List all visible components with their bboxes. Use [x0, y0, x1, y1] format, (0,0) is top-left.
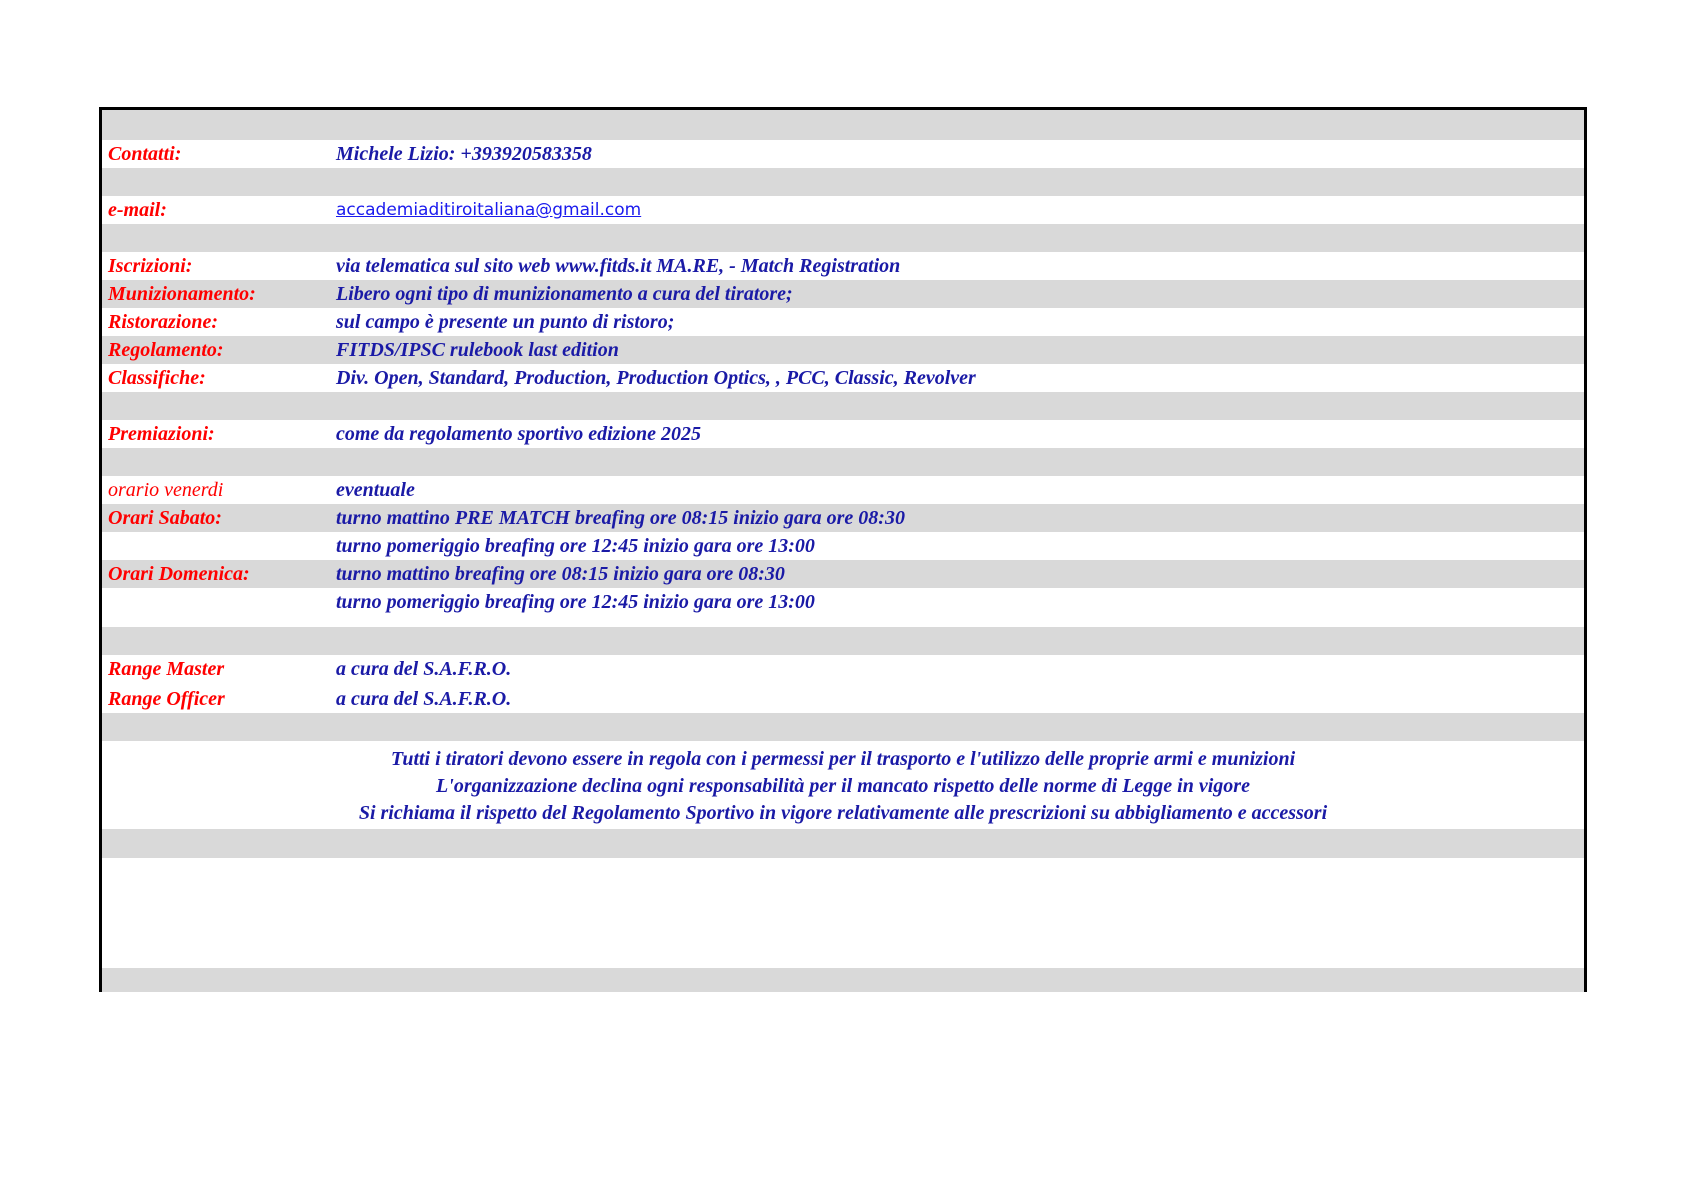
band [102, 448, 1584, 476]
range-master-value: a cura del S.A.F.R.O. [336, 658, 512, 680]
email-link[interactable]: accademiaditiroitaliana@gmail.com [336, 200, 642, 220]
band [102, 392, 1584, 420]
band [102, 168, 1584, 196]
band [102, 627, 1584, 655]
notice-line: Tutti i tiratori devono essere in regola con i permessi per il trasporto e l'utilizzo delle proprie armi e munizioni [390, 748, 1296, 770]
premiazioni-label: Premiazioni: [108, 423, 215, 445]
domenica-label: Orari Domenica: [108, 563, 250, 585]
munizionamento-label: Munizionamento: [108, 283, 256, 305]
ristorazione-label: Ristorazione: [108, 311, 219, 333]
band [102, 713, 1584, 741]
sabato-label: Orari Sabato: [108, 507, 222, 529]
row-range-officer [102, 685, 1584, 713]
row-sabato-pomeriggio [102, 532, 1584, 560]
iscrizioni-value: via telematica sul sito web www.fitds.it MA.RE, - Match Registration [336, 255, 901, 277]
contatti-label: Contatti: [108, 143, 182, 165]
row-venerdi [102, 476, 1584, 504]
sabato-mattino: turno mattino PRE MATCH breafing ore 08:15 inizio gara ore 08:30 [336, 507, 905, 529]
row-sabato-mattino [102, 504, 1584, 532]
venerdi-label: orario venerdi [108, 479, 224, 501]
band [102, 968, 1584, 992]
email-label: e-mail: [108, 199, 167, 221]
row-regolamento [102, 336, 1584, 364]
regolamento-value: FITDS/IPSC rulebook last edition [336, 339, 619, 361]
contatti-value: Michele Lizio: +393920583358 [336, 143, 592, 165]
range-master-label: Range Master [108, 658, 225, 680]
row-premiazioni [102, 420, 1584, 448]
info-sheet [99, 107, 1587, 992]
sabato-pomeriggio: turno pomeriggio breafing ore 12:45 inizio gara ore 13:00 [336, 535, 815, 557]
premiazioni-value: come da regolamento sportivo edizione 2025 [336, 423, 701, 445]
domenica-pomeriggio: turno pomeriggio breafing ore 12:45 inizio gara ore 13:00 [336, 591, 815, 613]
band [102, 829, 1584, 858]
classifiche-value: Div. Open, Standard, Production, Production Optics, , PCC, Classic, Revolver [336, 367, 976, 389]
range-officer-label: Range Officer [108, 688, 225, 710]
notice-line: L'organizzazione declina ogni responsabilità per il mancato rispetto delle norme di Legge in vigore [436, 775, 1250, 797]
row-ristorazione [102, 308, 1584, 336]
band [102, 224, 1584, 252]
row-email [102, 196, 1584, 224]
iscrizioni-label: Iscrizioni: [108, 255, 193, 277]
row-contatti [102, 140, 1584, 168]
regolamento-label: Regolamento: [108, 339, 224, 361]
munizionamento-value: Libero ogni tipo di munizionamento a cura del tiratore; [336, 283, 793, 305]
band [102, 110, 1584, 140]
row-iscrizioni [102, 252, 1584, 280]
row-domenica-pomeriggio [102, 588, 1584, 616]
notice-line: Si richiama il rispetto del Regolamento Sportivo in vigore relativamente alle prescrizioni su abbigliamento e accessori [358, 802, 1328, 824]
range-officer-value: a cura del S.A.F.R.O. [336, 688, 512, 710]
row-domenica-mattino [102, 560, 1584, 588]
venerdi-value: eventuale [336, 479, 415, 501]
row-classifiche [102, 364, 1584, 392]
domenica-mattino: turno mattino breafing ore 08:15 inizio gara ore 08:30 [336, 563, 785, 585]
row-range-master [102, 655, 1584, 683]
classifiche-label: Classifiche: [108, 367, 206, 389]
row-munizionamento [102, 280, 1584, 308]
ristorazione-value: sul campo è presente un punto di ristoro; [336, 311, 675, 333]
